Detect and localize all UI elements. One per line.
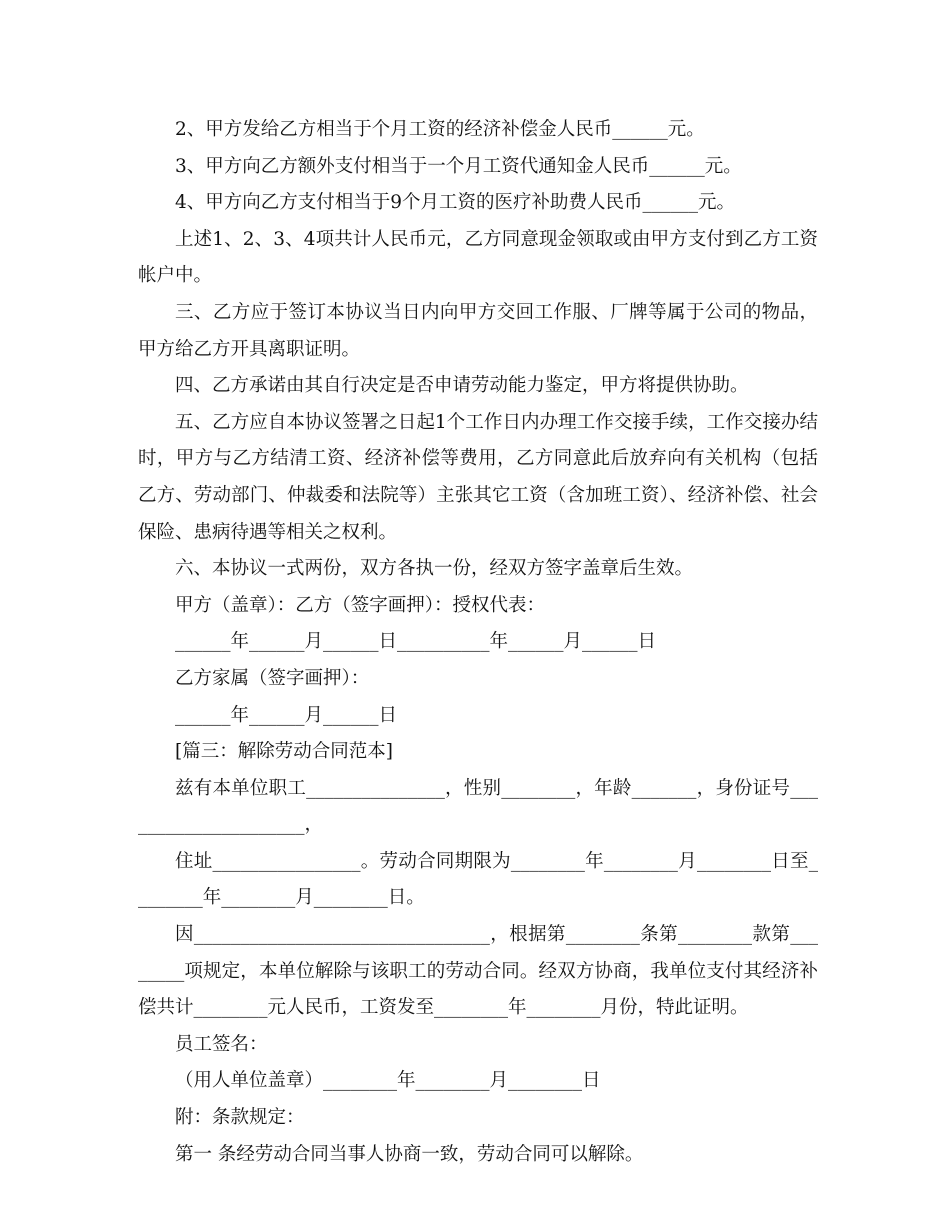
- signature-parties-line: 甲方（盖章）：乙方（签字画押）：授权代表：: [175, 594, 546, 616]
- employee-signature-line: 员工签名：: [175, 1033, 268, 1055]
- employer-seal-line: （用人单位盖章）________年________月________日: [175, 1070, 601, 1092]
- payment-total-paragraph: 上述1、2、3、4项共计人民币元，乙方同意现金领取或由甲方支付到乙方工资帐户中。: [138, 228, 818, 287]
- appendix-heading: 附：条款规定：: [175, 1107, 305, 1129]
- section-5-handover: 五、乙方应自本协议签署之日起1个工作日内办理工作交接手续，工作交接办结时，甲方与乙方结清工资、经济补偿等费用，乙方同意此后放弃向有关机构（包括乙方、劳动部门、仲裁委和法院等）主张其它工资（含加班工资）、经济补偿、社会保险、患病待遇等相关之权利。: [138, 411, 818, 543]
- section-3-return-items: 三、乙方应于签订本协议当日内向甲方交回工作服、厂牌等属于公司的物品，甲方给乙方开具离职证明。: [138, 301, 818, 360]
- employee-info-paragraph: 兹有本单位职工_______________，性别________，年龄_______，身份证号_____________________，: [138, 777, 818, 836]
- section-4-ability-assessment: 四、乙方承诺由其自行决定是否申请劳动能力鉴定，甲方将提供协助。: [175, 375, 749, 397]
- article-1-text: 第一 条经劳动合同当事人协商一致，劳动合同可以解除。: [175, 1143, 644, 1165]
- clause-2-compensation: 2、甲方发给乙方相当于个月工资的经济补偿金人民币______元。: [175, 119, 705, 140]
- signature-date-line: ______年______月______日__________年______月______日: [175, 631, 657, 653]
- section-6-copies: 六、本协议一式两份，双方各执一份，经双方签字盖章后生效。: [175, 558, 694, 580]
- family-signature-line: 乙方家属（签字画押）：: [175, 667, 370, 689]
- address-term-paragraph: 住址________________。劳动合同期限为________年________月________日至________年________月________日。: [138, 850, 818, 909]
- document-body: [138, 112, 818, 1173]
- clause-3-notice-pay: 3、甲方向乙方额外支付相当于一个月工资代通知金人民币______元。: [175, 155, 742, 177]
- termination-reason-paragraph: 因________________________________，根据第________条第________款第________项规定，本单位解除与该职工的劳动合同。经双方协商，我单位支付其经济补偿共计________元人民币，工资发至________年________月份，特此证明。: [138, 924, 818, 1019]
- clause-4-medical-subsidy: 4、甲方向乙方支付相当于9个月工资的医疗补助费人民币______元。: [175, 192, 736, 214]
- chapter-3-heading: [篇三：解除劳动合同范本]: [175, 741, 393, 763]
- family-date-line: ______年______月______日: [175, 704, 398, 726]
